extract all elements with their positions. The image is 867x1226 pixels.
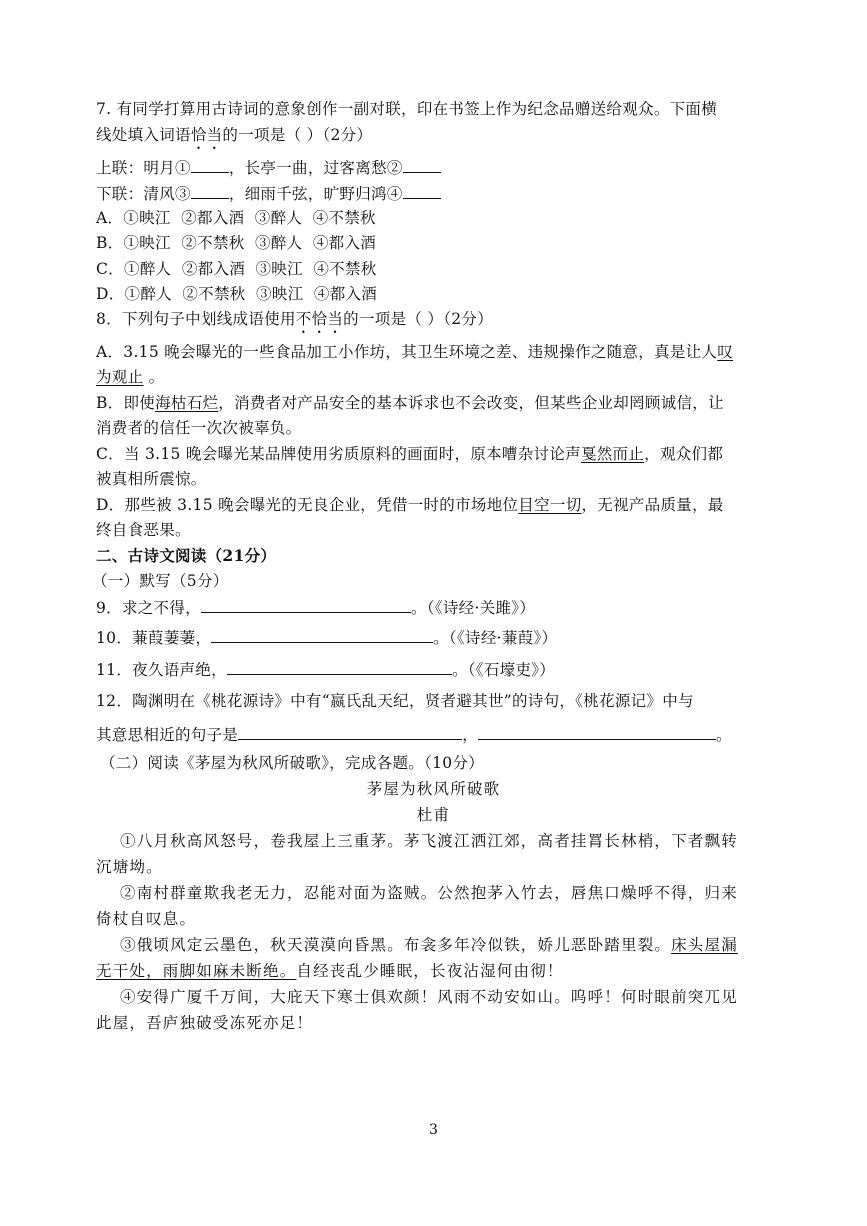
q12-line2: 其意思相近的句子是 ， 。: [96, 723, 732, 746]
q8-option-d-line2: 终自食恶果。: [96, 521, 191, 539]
q9: 9．求之不得， 。（《诗经·关雎》）: [96, 596, 535, 619]
q7-stem-line2: 线处填入词语恰当的一项是（ ）（2分）: [96, 126, 373, 144]
section2-title: 二、古诗文阅读（21分）: [96, 546, 277, 565]
q7-upper-couplet: 上联：明月① ，长亭一曲，过客离愁②: [96, 156, 441, 179]
q7-option-b: B．①映江 ②不禁秋 ③醉人 ④都入酒: [96, 234, 377, 252]
poem-stanza3-line2: 无干处，雨脚如麻未断绝。自经丧乱少睡眠，长夜沾湿何由彻！: [96, 962, 564, 980]
poem-stanza3-line1: ③俄顷风定云墨色，秋天漠漠向昏黑。布衾多年冷似铁，娇儿恶卧踏里裂。床头屋漏: [120, 936, 738, 954]
q8-option-c-line2: 被真相所震惊。: [96, 470, 207, 488]
poem-stanza2-line1: ②南村群童欺我老无力，忍能对面为盗贼。公然抱茅入竹去，唇焦口燥呼不得，归来: [120, 884, 738, 902]
q11: 11．夜久语声绝， 。（《石壕吏》）: [96, 658, 555, 681]
q8-option-b-line2: 消费者的信任一次次被辜负。: [96, 419, 302, 437]
q8-option-c-line1: C．当 3.15 晚会曝光某品牌使用劣质原料的画面时，原本嘈杂讨论声戛然而止，观众们都: [96, 445, 724, 463]
section2-sub2: （二）阅读《茅屋为秋风所破歌》，完成各题。（10分）: [100, 754, 485, 772]
poem-stanza4-line2: 此屋，吾庐独破受冻死亦足！: [96, 1014, 314, 1032]
q7-option-c: C．①醉人 ②都入酒 ③映江 ④不禁秋: [96, 260, 377, 278]
poem-stanza2-line2: 倚杖自叹息。: [96, 910, 197, 928]
q10: 10．蒹葭萋萋， 。（《诗经·蒹葭》）: [96, 626, 557, 649]
poem-stanza1-line2: 沉塘坳。: [96, 858, 163, 876]
poem-stanza1-line1: ①八月秋高风怒号，卷我屋上三重茅。茅飞渡江洒江郊，高者挂罥长林梢，下者飘转: [120, 832, 738, 850]
poem-title: 茅屋为秋风所破歌: [366, 780, 501, 798]
q8-option-a-line1: A．3.15 晚会曝光的一些食品加工小作坊，其卫生环境之差、违规操作之随意，真是让人叹: [96, 343, 734, 361]
q7-stem-line1: 7. 有同学打算用古诗词的意象创作一副对联，印在书签上作为纪念品赠送给观众。下面横: [96, 100, 718, 118]
q7-option-d: D．①醉人 ②不禁秋 ③映江 ④都入酒: [96, 285, 378, 303]
q8-option-a-line2: 为观止 。: [96, 368, 165, 386]
q7-option-a: A．①映江 ②都入酒 ③醉人 ④不禁秋: [96, 209, 376, 227]
section2-sub1: （一）默写（5分）: [92, 572, 229, 590]
page-number: 3: [429, 1122, 438, 1138]
poem-stanza4-line1: ④安得广厦千万间，大庇天下寒士俱欢颜！风雨不动安如山。呜呼！何时眼前突兀见: [120, 988, 738, 1006]
q8-stem: 8．下列句子中划线成语使用不恰当的一项是（ ）（2分）: [96, 310, 494, 328]
q8-option-b-line1: B．即使海枯石烂，消费者对产品安全的基本诉求也不会改变，但某些企业却罔顾诚信，让: [96, 394, 724, 412]
q8-option-d-line1: D．那些被 3.15 晚会曝光的无良企业，凭借一时的市场地位目空一切，无视产品质量，最: [96, 496, 724, 514]
q7-lower-couplet: 下联：清风③ ，细雨千弦，旷野归鸿④: [96, 182, 441, 205]
q12-line1: 12．陶渊明在《桃花源诗》中有“嬴氏乱天纪，贤者避其世”的诗句，《桃花源记》中与: [96, 692, 694, 710]
poem-author: 杜甫: [416, 806, 451, 824]
